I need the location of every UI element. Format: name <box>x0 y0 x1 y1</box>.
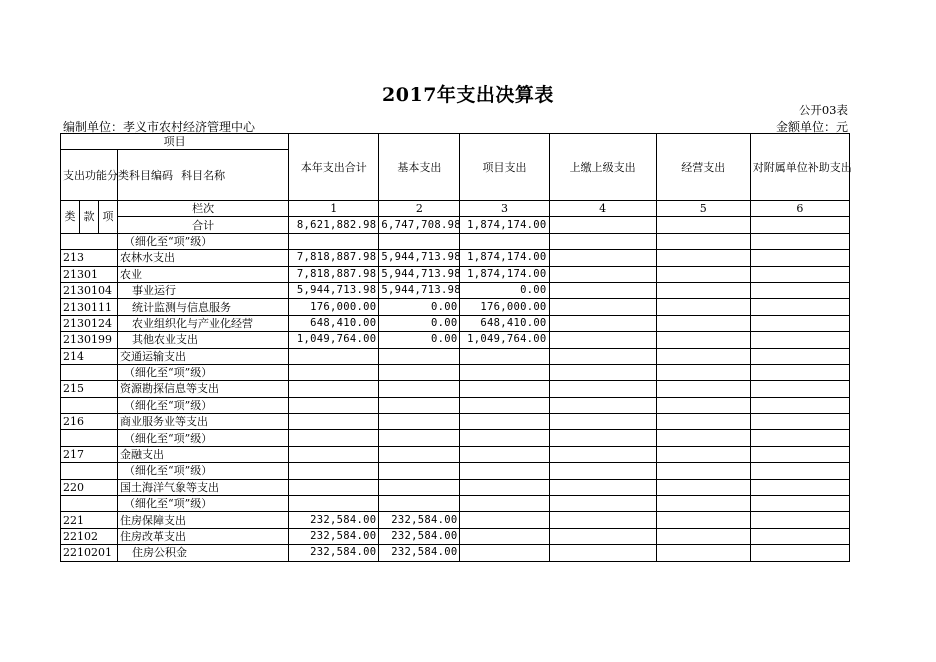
row-code: 216 <box>61 414 118 430</box>
row-project <box>460 446 549 462</box>
row-total: 7,818,887.98 <box>289 250 379 266</box>
row-basic: 0.00 <box>379 315 460 331</box>
row-basic: 232,584.00 <box>379 545 460 561</box>
row-total: 232,584.00 <box>289 528 379 544</box>
row-total: 7,818,887.98 <box>289 266 379 282</box>
row-business <box>656 299 750 315</box>
table-row <box>61 233 850 249</box>
row-business <box>656 250 750 266</box>
row-name: 资源勘探信息等支出 <box>118 381 289 397</box>
row-subsidy <box>750 430 849 446</box>
header-lanci: 栏次 <box>118 201 289 217</box>
row-name: 住房保障支出 <box>118 512 289 528</box>
row-business <box>656 512 750 528</box>
row-name: （细化至“项”级） <box>118 233 289 249</box>
row-subsidy <box>750 414 849 430</box>
row-upper <box>549 414 656 430</box>
totals-label: 合计 <box>118 217 289 233</box>
row-basic <box>379 397 460 413</box>
row-business <box>656 430 750 446</box>
row-code <box>61 463 118 479</box>
row-name: 其他农业支出 <box>118 332 289 348</box>
row-project <box>460 430 549 446</box>
row-basic: 232,584.00 <box>379 512 460 528</box>
header-row-4 <box>61 201 850 217</box>
row-subsidy <box>750 496 849 512</box>
row-name: 农业 <box>118 266 289 282</box>
row-name: 交通运输支出 <box>118 348 289 364</box>
row-subsidy <box>750 315 849 331</box>
header-col-basic: 基本支出 <box>379 134 460 201</box>
table-row <box>61 430 850 446</box>
row-upper <box>549 282 656 298</box>
row-total <box>289 463 379 479</box>
row-name: 住房公积金 <box>118 545 289 561</box>
row-code <box>61 430 118 446</box>
row-project: 176,000.00 <box>460 299 549 315</box>
header-col-project: 项目支出 <box>460 134 549 201</box>
row-basic: 5,944,713.98 <box>379 266 460 282</box>
row-name: （细化至“项”级） <box>118 397 289 413</box>
row-business <box>656 364 750 380</box>
reporting-unit: 编制单位：孝义市农村经济管理中心 <box>63 120 256 134</box>
header-project: 项目 <box>61 134 289 150</box>
row-name: 国土海洋气象等支出 <box>118 479 289 495</box>
row-basic <box>379 446 460 462</box>
row-name: 农林水支出 <box>118 250 289 266</box>
table-row <box>61 364 850 380</box>
row-code: 2130199 <box>61 332 118 348</box>
total-project: 1,874,174.00 <box>460 217 549 233</box>
header-col-subsidy: 对附属单位补助支出 <box>750 134 849 201</box>
table-row <box>61 266 850 282</box>
row-subsidy <box>750 528 849 544</box>
row-upper <box>549 332 656 348</box>
form-number: 公开03表 <box>798 103 848 117</box>
row-business <box>656 479 750 495</box>
table-row <box>61 299 850 315</box>
row-project: 1,874,174.00 <box>460 250 549 266</box>
row-code: 214 <box>61 348 118 364</box>
row-basic <box>379 381 460 397</box>
total-sum: 8,621,882.98 <box>289 217 379 233</box>
row-project <box>460 479 549 495</box>
row-code <box>61 233 118 249</box>
row-upper <box>549 545 656 561</box>
row-code <box>61 364 118 380</box>
row-code: 215 <box>61 381 118 397</box>
row-total: 232,584.00 <box>289 545 379 561</box>
row-code: 21301 <box>61 266 118 282</box>
row-upper <box>549 512 656 528</box>
row-business <box>656 446 750 462</box>
row-total: 176,000.00 <box>289 299 379 315</box>
row-subsidy <box>750 266 849 282</box>
row-upper <box>549 463 656 479</box>
col-num-6: 6 <box>750 201 849 217</box>
row-name: 统计监测与信息服务 <box>118 299 289 315</box>
row-project <box>460 233 549 249</box>
row-code: 2130111 <box>61 299 118 315</box>
row-project <box>460 512 549 528</box>
header-row-1 <box>61 134 850 150</box>
row-subsidy <box>750 364 849 380</box>
row-name: 事业运行 <box>118 282 289 298</box>
row-basic: 232,584.00 <box>379 528 460 544</box>
row-basic: 0.00 <box>379 332 460 348</box>
row-business <box>656 381 750 397</box>
row-business <box>656 496 750 512</box>
row-project <box>460 381 549 397</box>
header-xiang: 项 <box>99 201 118 234</box>
row-subsidy <box>750 479 849 495</box>
row-business <box>656 414 750 430</box>
row-upper <box>549 397 656 413</box>
row-total <box>289 430 379 446</box>
row-business <box>656 545 750 561</box>
row-project <box>460 463 549 479</box>
row-code: 22102 <box>61 528 118 544</box>
total-basic: 6,747,708.98 <box>379 217 460 233</box>
row-name: 农业组织化与产业化经营 <box>118 315 289 331</box>
table-row <box>61 545 850 561</box>
row-subsidy <box>750 332 849 348</box>
row-total <box>289 381 379 397</box>
table-row <box>61 381 850 397</box>
row-total <box>289 446 379 462</box>
header-subject-name: 科目名称 <box>118 150 289 201</box>
row-code: 2210201 <box>61 545 118 561</box>
row-name: 金融支出 <box>118 446 289 462</box>
row-code <box>61 496 118 512</box>
row-total: 232,584.00 <box>289 512 379 528</box>
row-upper <box>549 496 656 512</box>
row-code <box>61 397 118 413</box>
row-project <box>460 414 549 430</box>
expenditure-table <box>60 133 850 562</box>
row-basic <box>379 496 460 512</box>
row-basic <box>379 233 460 249</box>
row-basic: 0.00 <box>379 299 460 315</box>
col-num-5: 5 <box>656 201 750 217</box>
row-business <box>656 282 750 298</box>
table-row <box>61 348 850 364</box>
row-project: 648,410.00 <box>460 315 549 331</box>
row-upper <box>549 348 656 364</box>
row-basic <box>379 414 460 430</box>
row-total <box>289 364 379 380</box>
table-row <box>61 397 850 413</box>
row-subsidy <box>750 233 849 249</box>
table-row <box>61 332 850 348</box>
row-basic: 5,944,713.98 <box>379 250 460 266</box>
row-name: （细化至“项”级） <box>118 430 289 446</box>
row-project <box>460 397 549 413</box>
row-subsidy <box>750 381 849 397</box>
table-row <box>61 282 850 298</box>
row-basic: 5,944,713.98 <box>379 282 460 298</box>
table-row <box>61 463 850 479</box>
row-business <box>656 315 750 331</box>
row-subsidy <box>750 463 849 479</box>
col-num-2: 2 <box>379 201 460 217</box>
table-row <box>61 446 850 462</box>
row-name: （细化至“项”级） <box>118 463 289 479</box>
table-row <box>61 479 850 495</box>
row-business <box>656 528 750 544</box>
row-business <box>656 348 750 364</box>
table-row <box>61 496 850 512</box>
row-upper <box>549 315 656 331</box>
row-code: 213 <box>61 250 118 266</box>
table-row <box>61 250 850 266</box>
col-num-1: 1 <box>289 201 379 217</box>
row-subsidy <box>750 299 849 315</box>
row-subsidy <box>750 545 849 561</box>
row-total: 1,049,764.00 <box>289 332 379 348</box>
row-total: 648,410.00 <box>289 315 379 331</box>
header-lei: 类 <box>61 201 80 234</box>
row-basic <box>379 479 460 495</box>
row-upper <box>549 364 656 380</box>
row-basic <box>379 463 460 479</box>
row-total: 5,944,713.98 <box>289 282 379 298</box>
row-name: （细化至“项”级） <box>118 496 289 512</box>
row-upper <box>549 299 656 315</box>
header-func-code: 支出功能分类科目编码 <box>61 150 118 201</box>
row-basic <box>379 430 460 446</box>
currency-unit: 金额单位：元 <box>775 120 848 134</box>
row-code: 221 <box>61 512 118 528</box>
row-name: 商业服务业等支出 <box>118 414 289 430</box>
header-col-upper: 上缴上级支出 <box>549 134 656 201</box>
row-project <box>460 545 549 561</box>
col-num-3: 3 <box>460 201 549 217</box>
row-upper <box>549 266 656 282</box>
table-row <box>61 414 850 430</box>
table-row <box>61 528 850 544</box>
row-total <box>289 397 379 413</box>
row-basic <box>379 348 460 364</box>
row-business <box>656 397 750 413</box>
row-code: 2130124 <box>61 315 118 331</box>
row-upper <box>549 479 656 495</box>
row-upper <box>549 446 656 462</box>
row-subsidy <box>750 250 849 266</box>
row-code: 217 <box>61 446 118 462</box>
row-upper <box>549 381 656 397</box>
row-project <box>460 528 549 544</box>
row-project: 1,874,174.00 <box>460 266 549 282</box>
header-col-total: 本年支出合计 <box>289 134 379 201</box>
row-subsidy <box>750 397 849 413</box>
row-basic <box>379 364 460 380</box>
table-row <box>61 315 850 331</box>
col-num-4: 4 <box>549 201 656 217</box>
page-title: 2017年支出决算表 <box>382 84 554 106</box>
row-total <box>289 479 379 495</box>
row-upper <box>549 430 656 446</box>
row-project <box>460 496 549 512</box>
table-row <box>61 512 850 528</box>
row-name: 住房改革支出 <box>118 528 289 544</box>
row-subsidy <box>750 512 849 528</box>
row-project <box>460 364 549 380</box>
row-total <box>289 348 379 364</box>
row-project: 1,049,764.00 <box>460 332 549 348</box>
row-total <box>289 414 379 430</box>
header-col-business: 经营支出 <box>656 134 750 201</box>
row-business <box>656 463 750 479</box>
row-upper <box>549 233 656 249</box>
row-subsidy <box>750 282 849 298</box>
row-business <box>656 266 750 282</box>
row-name: （细化至“项”级） <box>118 364 289 380</box>
row-total <box>289 496 379 512</box>
row-code: 220 <box>61 479 118 495</box>
header-kuan: 款 <box>80 201 99 234</box>
row-business <box>656 332 750 348</box>
row-subsidy <box>750 348 849 364</box>
row-upper <box>549 250 656 266</box>
totals-row <box>61 217 850 233</box>
row-total <box>289 233 379 249</box>
row-code: 2130104 <box>61 282 118 298</box>
row-subsidy <box>750 446 849 462</box>
row-upper <box>549 528 656 544</box>
row-project: 0.00 <box>460 282 549 298</box>
row-project <box>460 348 549 364</box>
row-business <box>656 233 750 249</box>
